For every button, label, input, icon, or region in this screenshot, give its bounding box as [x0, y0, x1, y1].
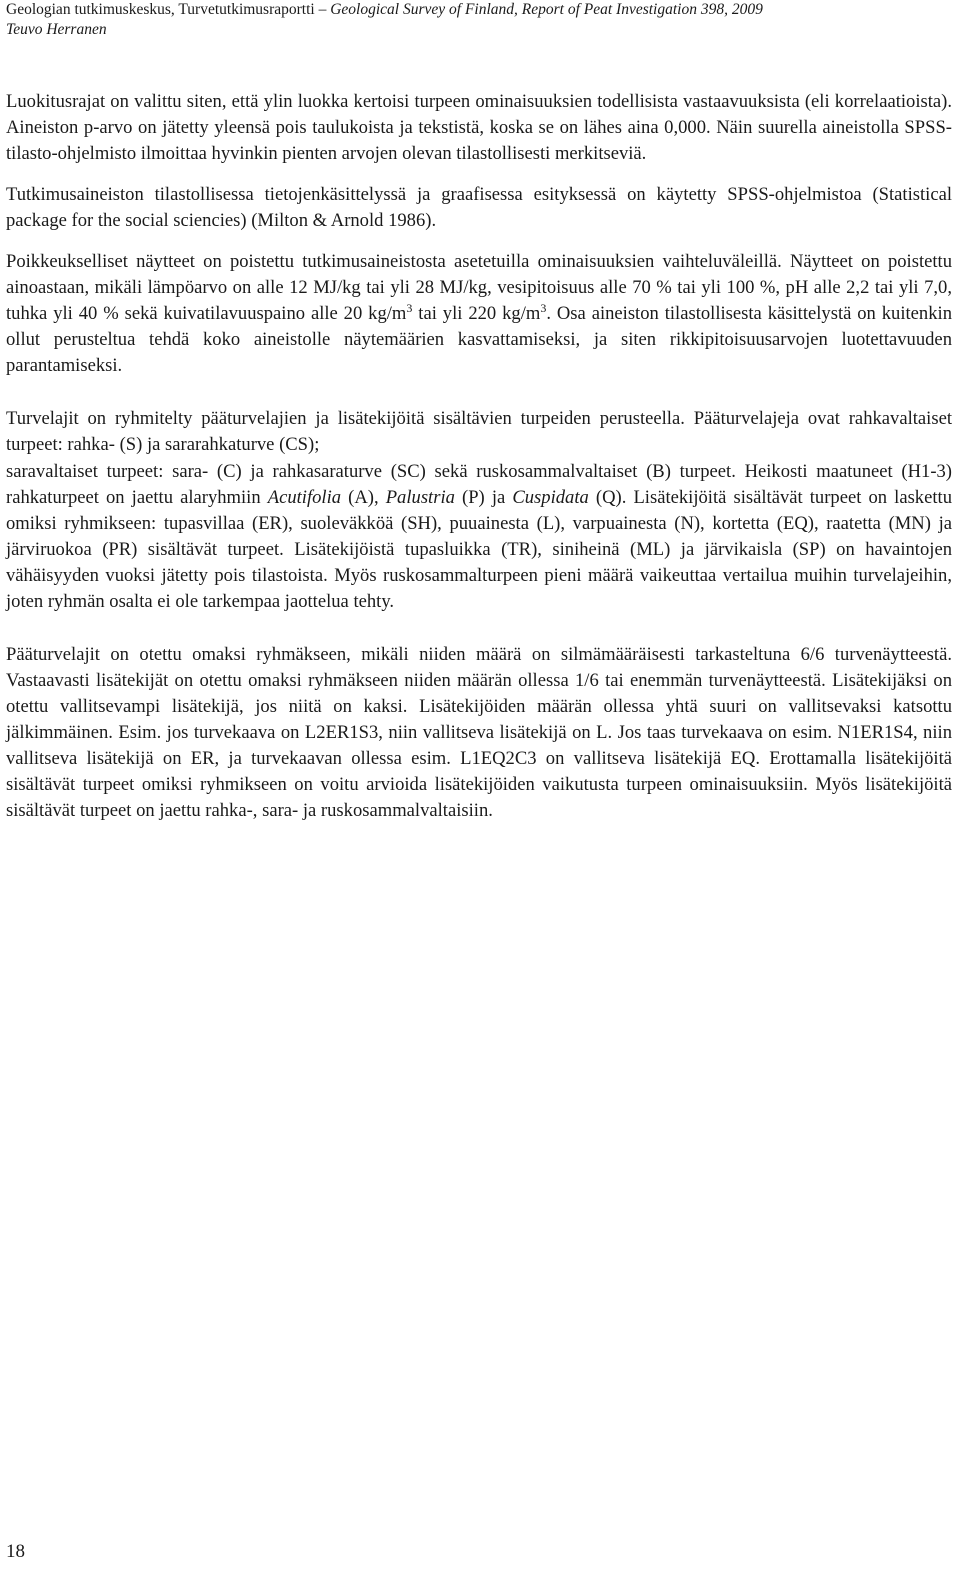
paragraph-main-peat-grouping: Pääturvelajit on otettu omaksi ryhmäkseen, mikäli niiden määrä on silmämääräisesti tarkasteltuna 6/6 turvenäytteestä. Vastaavasti lisätekijät on otettu omaksi ryhmäkseen niiden määrän ollessa 1/6 tai enemmän turvenäytteestä. Lisätekijäksi on otettu vallitsevampi lisätekijä, jos niitä on kaksi. Lisätekijöiden määrän ollessa yhtä suuri on vallitsevaksi katsottu jälkimmäinen. Esim. jos turvekaava on L2ER1S3, niin vallitseva lisätekijä on L. Jos taas turvekaava on esim. N1ER1S4, niin vallitseva lisätekijä on ER, ja turvekaavan ollessa esim. L1EQ2C3 on vallitseva lisätekijä EQ. Erottamalla lisätekijöitä sisältävät turpeet omiksi ryhmikseen on voitu arvioida lisätekijöiden vaikutusta turpeen ominaisuuksiin. Myös lisätekijöitä sisältävät turpeet on jaettu rahka-, sara- ja ruskosammalvaltaisiin. — [6, 644, 952, 821]
journal-line: Geologian tutkimuskeskus, Turvetutkimusraportti – Geological Survey of Finland, Report of Peat Investigation 398, 2009 — [6, 1, 763, 18]
sedge-text-a: saravaltaiset turpeet: sara- (C) ja rahkasaraturve (SC) sekä ruskosammalvaltaiset (B) turpeet. Heikosti maatuneet (H1-3) rahkaturpeet on jaettu alaryhmiin — [6, 461, 952, 508]
paragraph-classification-limits: Luokitusrajat on valittu siten, että ylin luokka kertoisi turpeen ominaisuuksien todellisista vastaavuuksista (eli korrelaatioista). Aineiston p-arvo on jätetty yleensä pois taulukoista ja tekstistä, koska se on lähes aina 0,000. Näin suurella aineistolla SPSS-tilasto-ohjelmisto ilmoittaa hyvinkin pienten arvojen olevan tilastollisesti merkitseviä. — [6, 91, 952, 164]
paragraph-spss-software: Tutkimusaineiston tilastollisessa tietojenkäsittelyssä ja graafisessa esityksessä on käytetty SPSS-ohjelmistoa (Statistical package for the social sciencies) (Milton & Arnold 1986). — [6, 184, 952, 231]
paragraph-sedge-peats — [6, 459, 952, 615]
taxon-acutifolia: Acutifolia — [267, 487, 342, 508]
author-name: Teuvo Herranen — [6, 21, 107, 38]
paragraph-peat-types: Turvelajit on ryhmitelty pääturvelajien ja lisätekijöitä sisältävien turpeiden perusteella. Pääturvelajeja ovat rahkavaltaiset turpeet: rahka- (S) ja sararahkaturve (CS); — [6, 408, 952, 455]
outlier-text-b: tai yli 220 kg/m — [412, 303, 541, 324]
sedge-text-c: (P) ja — [454, 487, 513, 508]
journal-title-en: Geological Survey of Finland, Report of Peat Investigation 398, 2009 — [330, 1, 763, 18]
outlier-text-a: Poikkeukselliset näytteet on poistettu tutkimusaineistosta asetetuilla ominaisuuksien vaihteluväleillä. Näytteet on poistettu ainoastaan, mikäli lämpöarvo on alle 12 MJ/kg tai yli 28 MJ/kg, vesipitoisuus alle 70 % tai yli 100 %, pH alle 2,2 tai yli 7,0, tuhka yli 40 % sekä kuivatilavuuspaino alle 20 kg/m — [6, 251, 952, 324]
superscript-3: 3 — [540, 300, 547, 315]
taxon-cuspidata: Cuspidata — [512, 487, 589, 508]
paragraph-outlier-removal — [6, 249, 952, 379]
outlier-text-c: . Osa aineiston tilastollisesta käsittelystä on kuitenkin ollut perusteltua tehdä koko aineistolle näytemäärien kasvattamiseksi, ja siten rikkipitoisuusarvojen luotettavuuden parantamiseksi. — [6, 303, 952, 376]
sedge-text-b: (A), — [341, 487, 386, 508]
running-header — [6, 0, 946, 40]
body-text — [6, 89, 952, 839]
sedge-text-d: (Q). Lisätekijöitä sisältävät turpeet on laskettu omiksi ryhmikseen: tupasvillaa (ER), suoleväkköä (SH), puuainesta (L), varpuainesta (N), kortetta (EQ), raatetta (MN) ja järviruokoa (PR) sisältävät turpeet. Lisätekijöistä tupasluikka (TR), siniheinä (ML) ja järvikaisla (SP) on havaintojen vähäisyyden vuoksi jätetty pois tilastoista. Myös ruskosammalturpeen pieni määrä vaikeuttaa vertailua muihin turvelajeihin, joten ryhmän osalta ei ole tarkempaa jaottelua tehty. — [6, 487, 952, 612]
page-number: 18 — [6, 1541, 25, 1562]
journal-title-fi: Geologian tutkimuskeskus, Turvetutkimusraportti — [6, 1, 315, 18]
superscript-3: 3 — [406, 300, 413, 315]
taxon-palustria: Palustria — [385, 487, 455, 508]
